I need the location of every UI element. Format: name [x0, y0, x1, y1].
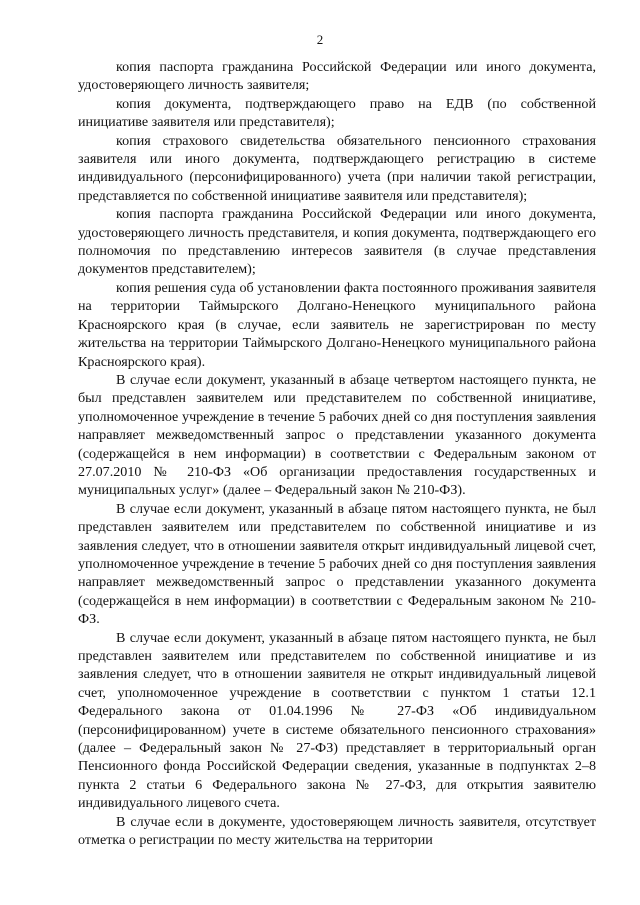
- paragraph-edv-document: копия документа, подтверждающего право на ЕДВ (по собственной инициативе заявителя или представителя);: [78, 95, 596, 131]
- paragraph-passport-applicant: копия паспорта гражданина Российской Федерации или иного документа, удостоверяющего личность заявителя;: [78, 59, 596, 94]
- paragraph-court-decision: копия решения суда об установлении факта постоянного проживания заявителя на территории Таймырского Долгано-Ненецкого муниципального района Красноярского края (в случае, если заявитель не зарегистрирован по месту жительства на территории Таймырского Долгано-Ненецкого муниципального района Красноярского края).: [78, 279, 596, 370]
- document-body: [78, 58, 596, 849]
- paragraph-interagency-request-account-open: В случае если документ, указанный в абзаце пятом настоящего пункта, не был представлен заявителем или представителем по собственной инициативе и из заявления следует, что в отношении заявителя открыт индивидуальный лицевой счет, уполномоченное учреждение в течение 5 рабочих дней со дня поступления заявления направляет межведомственный запрос о представлении указанного документа (содержащейся в нем информации) в соответствии с Федеральным законом № 210-ФЗ.: [78, 500, 596, 628]
- paragraph-interagency-request-edv: В случае если документ, указанный в абзаце четвертом настоящего пункта, не был представлен заявителем или представителем по собственной инициативе, уполномоченное учреждение в течение 5 рабочих дней со дня поступления заявления направляет межведомственный запрос о представлении указанного документа (содержащейся в нем информации) в соответствии с Федеральным законом от 27.07.2010 № 210-ФЗ «Об организации предоставления государственных и муниципальных услуг» (далее – Федеральный закон № 210-ФЗ).: [78, 371, 596, 499]
- paragraph-passport-representative: копия паспорта гражданина Российской Федерации или иного документа, удостоверяющего личность представителя, и копия документа, подтверждающего его полномочия по представлению интересов заявителя (в случае представления документов представителем);: [78, 206, 596, 278]
- paragraph-registration-mark: В случае если в документе, удостоверяющем личность заявителя, отсутствует отметка о регистрации по месту жительства на территории: [78, 813, 596, 849]
- page-number: 2: [316, 32, 324, 47]
- paragraph-account-not-open: В случае если документ, указанный в абзаце пятом настоящего пункта, не был представлен заявителем или представителем по собственной инициативе и из заявления следует, что в отношении заявителя не открыт индивидуальный лицевой счет, уполномоченное учреждение в соответствии с пунктом 1 статьи 12.1 Федерального закона от 01.04.1996 № 27-ФЗ «Об индивидуальном (персонифицированном) учете в системе обязательного пенсионного страхования» (далее – Федеральный закон № 27-ФЗ) представляет в территориальный орган Пенсионного фонда Российской Федерации сведения, указанные в подпунктах 2–8 пункта 2 статьи 6 Федерального закона № 27-ФЗ, для открытия заявителю индивидуального лицевого счета.: [78, 629, 596, 812]
- paragraph-insurance-certificate: копия страхового свидетельства обязательного пенсионного страхования заявителя или иного документа, подтверждающего регистрацию в системе индивидуального (персонифицированного) учета (при наличии такой регистрации, представляется по собственной инициативе заявителя или представителя);: [78, 132, 596, 204]
